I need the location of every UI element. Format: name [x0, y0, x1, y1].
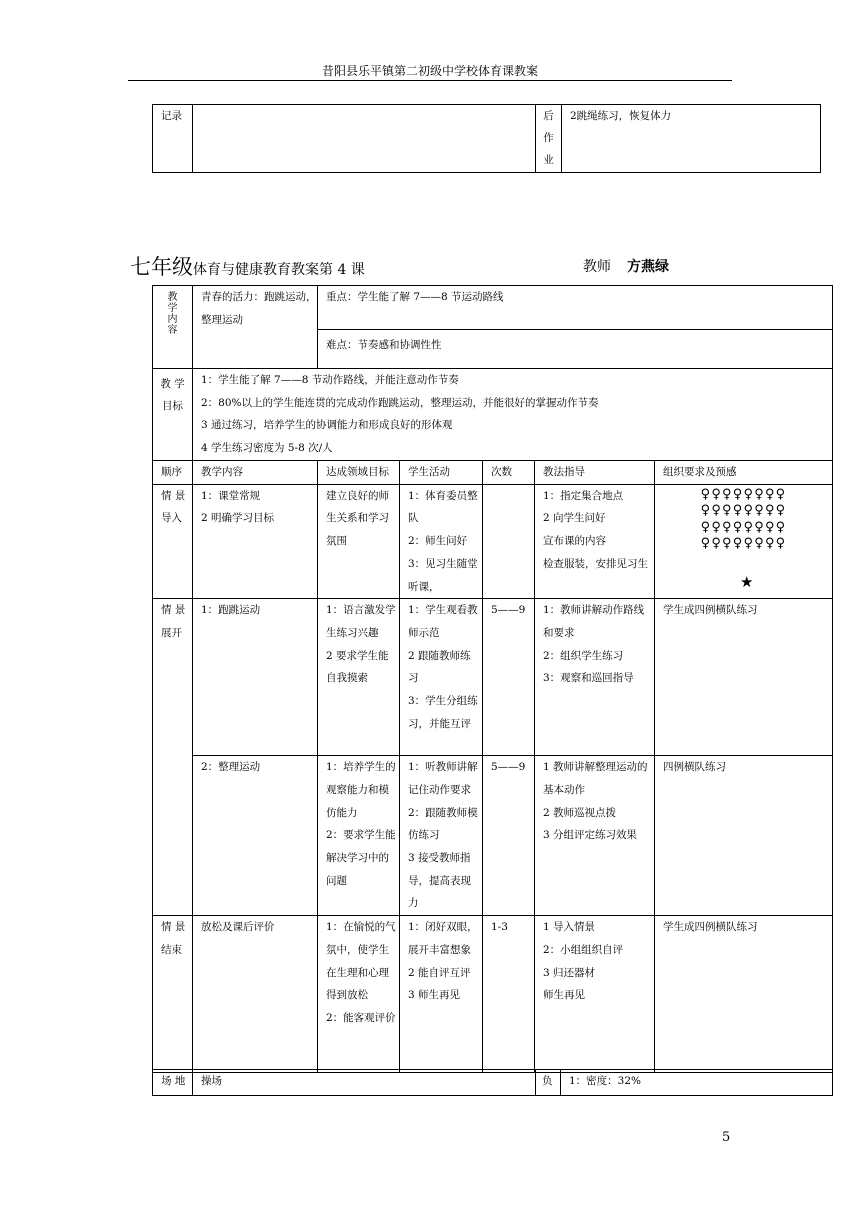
- ending-goal: 1：在愉悦的气 氛中，使学生 在生理和心理 得到放松 2：能客观评价: [318, 916, 400, 1073]
- ending-activity: 1：闭好双眼， 展开丰富想象 2 能自评互评 3 师生再见: [400, 916, 483, 1073]
- ending-method: 1 导入情景 2：小组组织自评 3 归还器材 师生再见: [535, 916, 655, 1073]
- goal-item: 3 通过练习，培养学生的协调能力和形成良好的形体观: [201, 419, 453, 432]
- develop-org-1: 学生成四例横队练习: [655, 599, 833, 756]
- develop-content-2: 2：整理运动: [193, 756, 318, 916]
- develop-activity-1: 1：学生观看教 师示范 2 跟随教师练 习 3：学生分组练 习，并能互评: [400, 599, 483, 756]
- goals-label: 教 学 目标: [153, 369, 193, 461]
- venue-label: 场 地: [153, 1070, 193, 1096]
- order-ending: 情 景 结束: [153, 916, 193, 1073]
- col-org: 组织要求及预感: [655, 461, 833, 485]
- develop-count-2: 5——9: [483, 756, 535, 916]
- formation-row: ♀♀♀♀♀♀♀♀: [700, 536, 787, 552]
- table-row: [153, 484, 833, 599]
- develop-activity-2: 1：听教师讲解 记住动作要求 2：跟随教师模 仿练习 3 接受教师指 导，提高表现 力: [400, 756, 483, 916]
- after-class-text: 2跳绳练习，恢复体力: [562, 105, 821, 173]
- teacher-name: 方燕绿: [627, 259, 669, 275]
- col-method: 教法指导: [535, 461, 655, 485]
- goal-item: 1：学生能了解 7——8 节动作路线，并能注意动作节奏: [201, 374, 459, 386]
- grade-label: 七年级: [130, 255, 193, 279]
- goal-item: 4 学生练习密度为 5-8 次/人: [201, 442, 333, 455]
- col-order: 顺序: [153, 461, 193, 485]
- record-label: 记录: [153, 105, 193, 173]
- page-number: 5: [722, 1130, 731, 1145]
- develop-method-2: 1 教师讲解整理运动的 基本动作 2 教师巡视点拨 3 分组评定练习效果: [535, 756, 655, 916]
- intro-count: [483, 484, 535, 599]
- difficulty: 难点：节奏感和协调性性: [318, 330, 833, 369]
- load-label: 负: [536, 1070, 561, 1096]
- ending-count: 1-3: [483, 916, 535, 1073]
- intro-method: 1：指定集合地点 2 向学生问好 宣布课的内容 检查服装，安排见习生: [535, 484, 655, 599]
- header-rule: [128, 80, 732, 81]
- previous-lesson-table: [152, 104, 821, 173]
- intro-activity: 1：体育委员整 队 2：师生问好 3：见习生随堂 听课，: [400, 484, 483, 599]
- intro-content: 1：课堂常规 2 明确学习目标: [193, 484, 318, 599]
- order-intro: 情 景 导入: [153, 484, 193, 599]
- table-row: [153, 599, 833, 756]
- formation-row: ♀♀♀♀♀♀♀♀: [700, 486, 787, 502]
- venue-value: 操场: [193, 1070, 536, 1096]
- teacher-info: [583, 256, 669, 276]
- teacher-label: 教师: [583, 259, 611, 275]
- col-activity: 学生活动: [400, 461, 483, 485]
- develop-goal-1: 1：语言激发学 生练习兴趣 2 要求学生能 自我摸索: [318, 599, 400, 756]
- record-cell: [193, 105, 536, 173]
- develop-goal-2: 1：培养学生的 观察能力和模 仿能力 2：要求学生能 解决学习中的 问题: [318, 756, 400, 916]
- load-value: 1：密度：32%: [561, 1070, 833, 1096]
- key-point: 重点：学生能了解 7——8 节运动路线: [318, 286, 833, 330]
- lesson-content-table: [152, 285, 833, 461]
- table-row: [153, 756, 833, 916]
- col-count: 次数: [483, 461, 535, 485]
- page-header-title: 昔阳县乐平镇第二初级中学校体育课教案: [321, 64, 538, 78]
- content-text: 青春的活力：跑跳运动， 整理运动: [193, 286, 318, 369]
- formation-diagram: [655, 484, 833, 599]
- col-content: 教学内容: [193, 461, 318, 485]
- teacher-star-icon: ★: [740, 572, 754, 591]
- goal-item: 2：80%以上的学生能连贯的完成动作跑跳运动，整理运动，并能很好的掌握动作节奏: [201, 396, 599, 409]
- lesson-title: [130, 251, 365, 281]
- develop-count-1: 5——9: [483, 599, 535, 756]
- ending-content: 放松及课后评价: [193, 916, 318, 1073]
- develop-method-1: 1：教师讲解动作路线 和要求 2：组织学生练习 3：观察和巡回指导: [535, 599, 655, 756]
- develop-org-2: 四例横队练习: [655, 756, 833, 916]
- goals-list: [193, 369, 833, 461]
- develop-content-1: 1：跑跳运动: [193, 599, 318, 756]
- ending-org: 学生成四例横队练习: [655, 916, 833, 1073]
- col-goal: 达成领域目标: [318, 461, 400, 485]
- order-develop: 情 景 展开: [153, 599, 193, 916]
- lesson-subtitle: 体育与健康教育教案第 4 课: [193, 262, 365, 278]
- intro-goal: 建立良好的师 生关系和学习 氛围: [318, 484, 400, 599]
- table-row: [153, 916, 833, 1073]
- formation-row: ♀♀♀♀♀♀♀♀: [700, 503, 787, 519]
- lesson-plan-table: [152, 460, 833, 1073]
- column-header-row: [153, 461, 833, 485]
- venue-table: [152, 1069, 833, 1096]
- formation-row: ♀♀♀♀♀♀♀♀: [700, 519, 787, 535]
- after-class-label: 后 作 业: [536, 105, 562, 173]
- content-label: 教 学 内 容: [153, 286, 193, 369]
